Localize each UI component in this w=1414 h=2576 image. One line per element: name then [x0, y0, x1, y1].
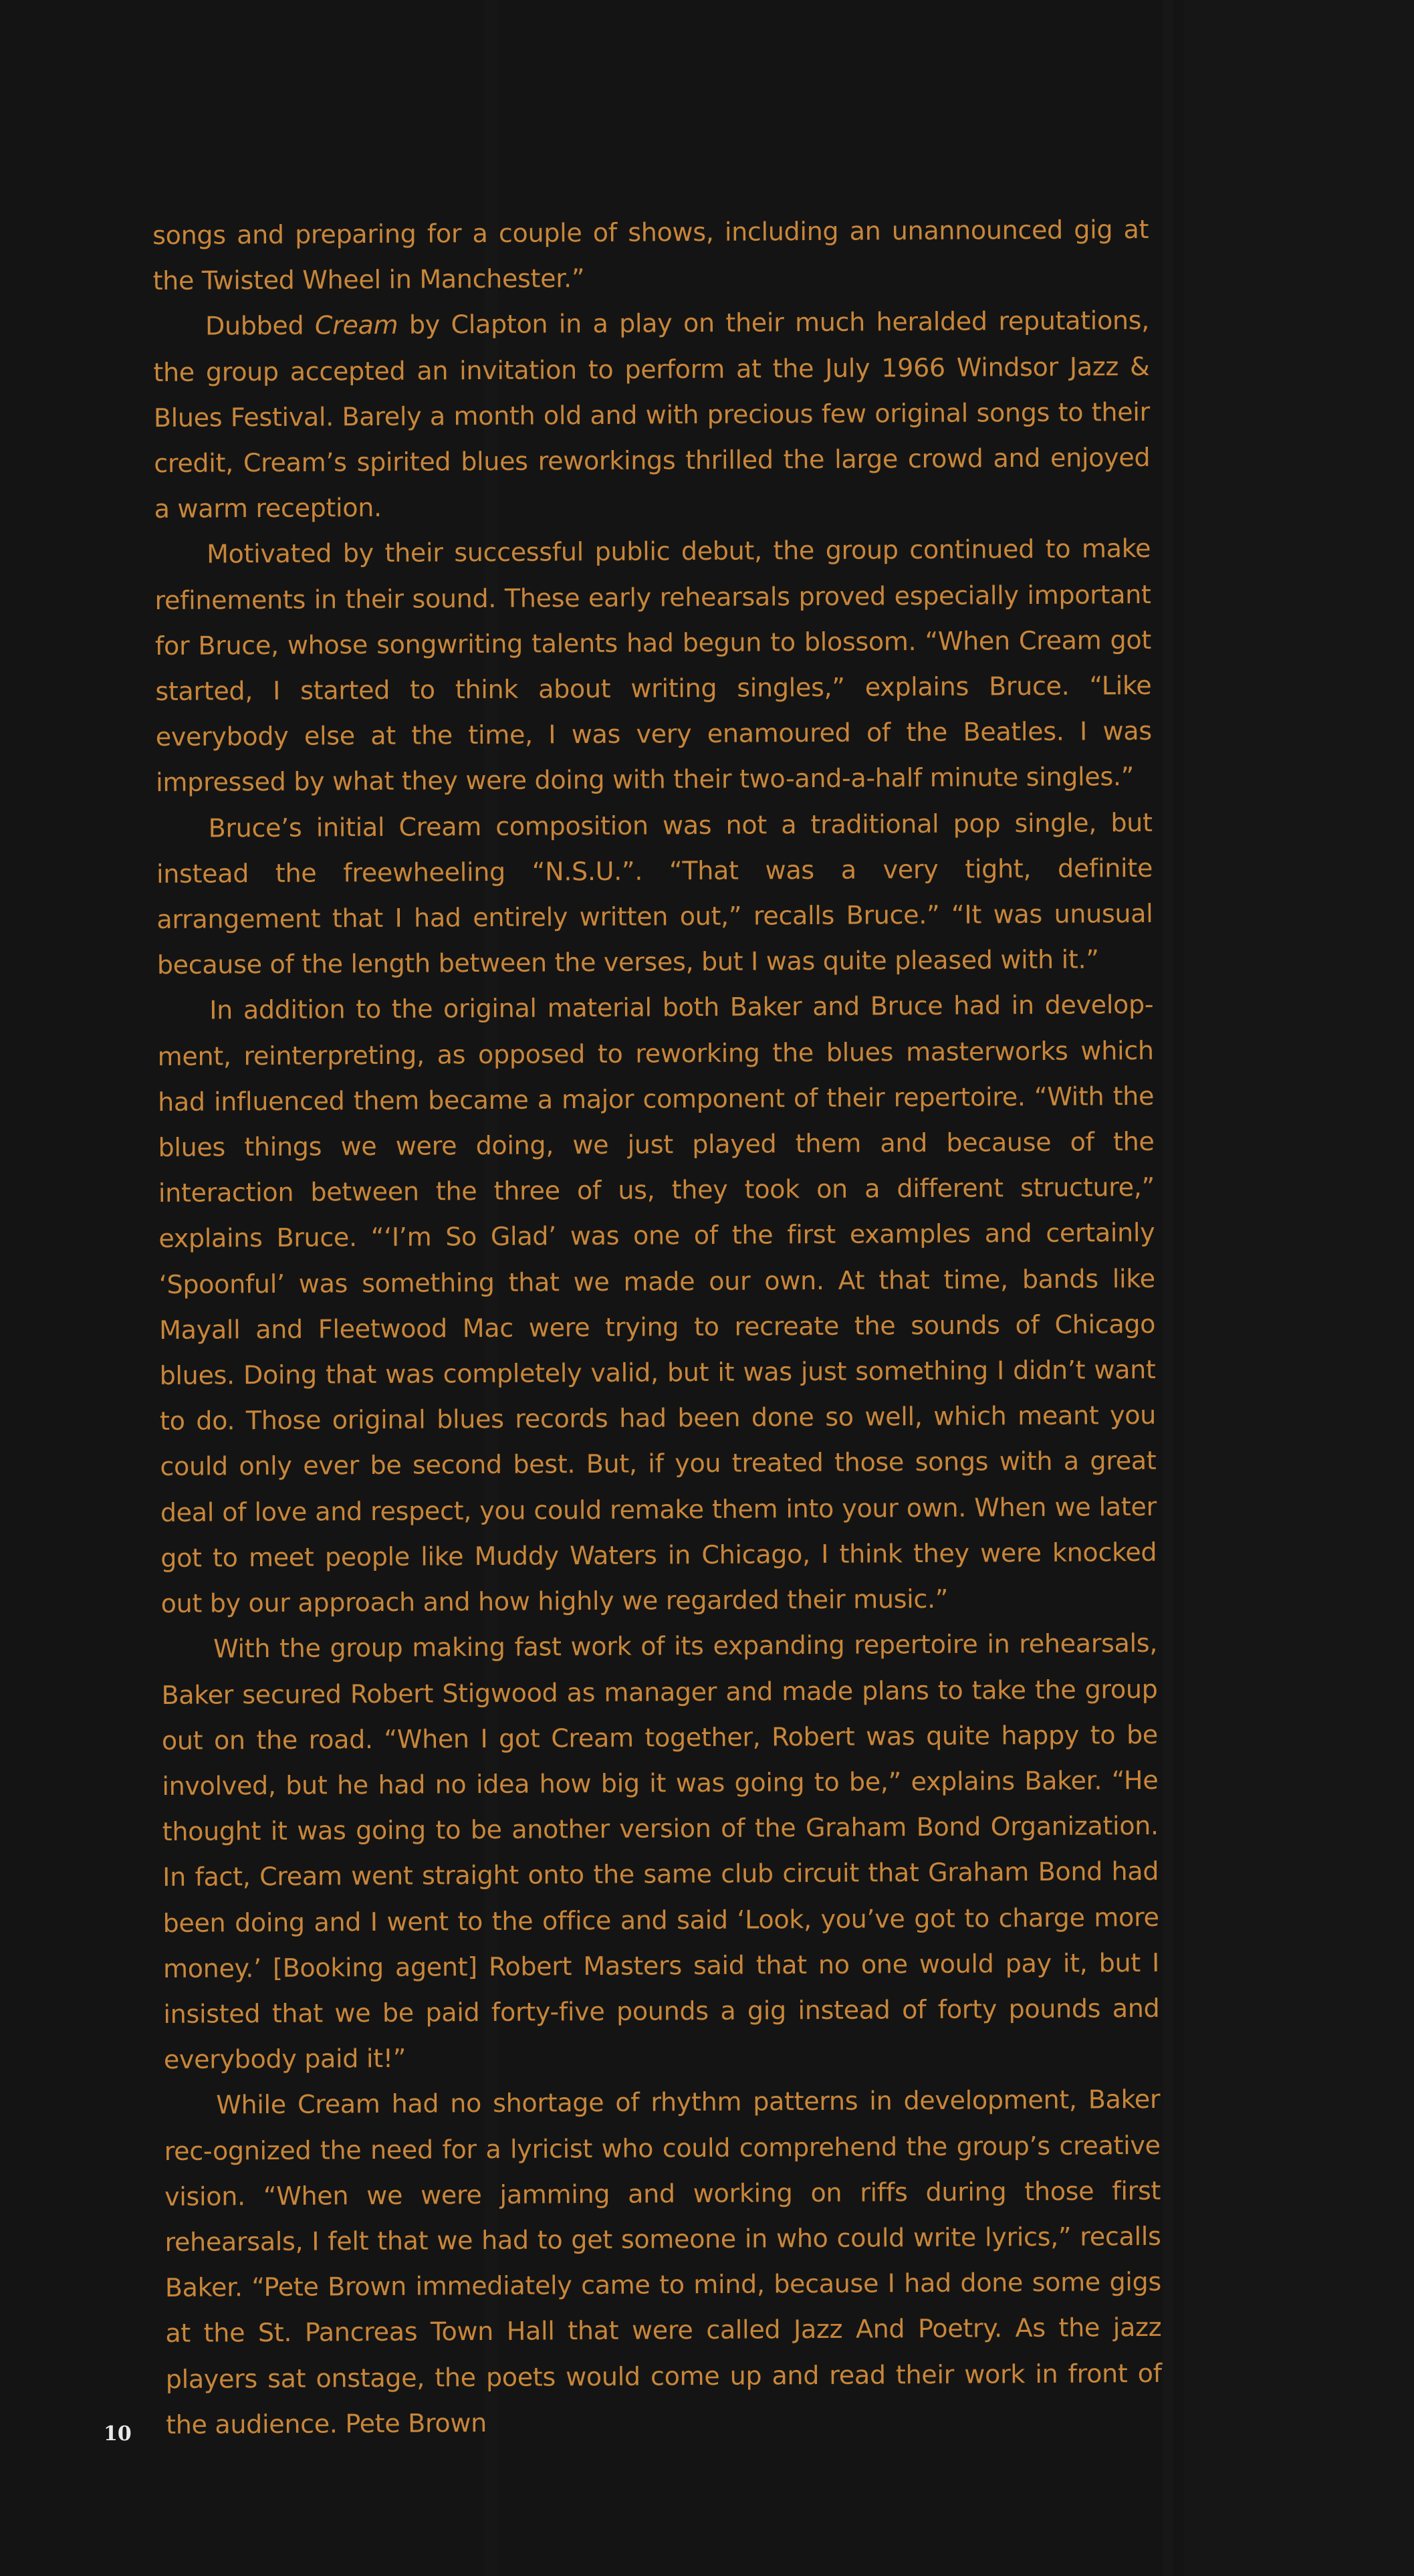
paragraph [156, 800, 1153, 988]
text-run: With the group making fast work of its expanding repertoire in rehearsals, Baker secured Robert Stigwood as manager and made plans to take the group out on the road. “When I got Cream together, Robert was quite happy to be involved, but he had no idea how big it was going to be,” explains Baker. “He thought it was going to be another version of the Graham Bond Organization. In fact, Cream went straight onto the same club circuit that Graham Bond had been doing and I went to the office and said ‘Look, you’ve got to charge more money.’ [Booking agent] Robert Masters said that no one would pay it, but I insisted that we be paid forty-five pounds a gig instead of forty pounds and everybody paid it!” [161, 1628, 1160, 2075]
paragraph [153, 298, 1151, 532]
background-panel-right [1183, 0, 1414, 2576]
article-body [152, 207, 1162, 2448]
page-number: 10 [104, 2422, 132, 2446]
paragraph [152, 207, 1149, 304]
background-panel-left [0, 0, 160, 80]
background-divider-right [1163, 0, 1173, 2576]
text-run: by Clapton in a play on their much heralded reputations, the group accepted an invitation to perform at the July 1966 Windsor Jazz & Blues Festival. Barely a month old and with precious few original songs to their credit, Cream’s spirited blues reworkings thrilled the large crowd and enjoyed a warm reception. [153, 306, 1151, 524]
text-run: While Cream had no shortage of rhythm patterns in development, Baker rec-ognized the need for a lyricist who could comprehend the group’s creative vision. “When we were jamming and working on riffs during those first rehearsals, I felt that we had to get someone in who could write lyrics,” recalls Baker. “Pete Brown immediately came to mind, because I had done some gigs at the St. Pancreas Town Hall that were called Jazz And Poetry. As the jazz players sat onstage, the poets would come up and read their work in front of the audience. Pete Brown [164, 2084, 1162, 2440]
text-run: Motivated by their successful public debut, the group continued to make refinements in their sound. These early rehearsals proved especially important for Bruce, whose songwriting talents had begun to blossom. “When Cream got started, I started to think about writing singles,” explains Bruce. “Like everybody else at the time, I was very enamoured of the Beatles. I was impressed by what they were doing with their two-and-a-half minute singles.” [154, 534, 1152, 798]
text-run: In addition to the original material both Baker and Bruce had in develop-ment, reinterpreting, as opposed to reworking the blues masterworks which had influenced them became a major component of their repertoire. “With the blues things we were doing, we just played them and because of the interaction between the three of us, they took on a different structure,” explains Bruce. “‘I’m So Glad’ was one of the first examples and certainly ‘Spoonful’ was something that we made our own. At that time, bands like Mayall and Fleetwood Mac were trying to recreate the sounds of Chicago blues. Doing that was completely valid, but it was just something I didn’t want to do. Those original blues records had been done so well, which meant you could only ever be second best. But, if you treated those songs with a great deal of love and respect, you could remake them into your own. When we later got to meet people like Muddy Waters in Chicago, I think they were knocked out by our approach and how highly we regarded their music.” [157, 990, 1157, 1619]
paragraph [157, 982, 1157, 1626]
text-run: Bruce’s initial Cream composition was not a traditional pop single, but instead the freewheeling “N.S.U.”. “That was a very tight, definite arrangement that I had entirely written out,” recalls Bruce.” “It was unusual because of the length between the verses, but I was quite pleased with it.” [156, 807, 1153, 980]
paragraph [154, 526, 1152, 805]
italic-text: Cream [314, 310, 398, 340]
text-run: songs and preparing for a couple of shows, including an unannounced gig at the Twisted Wheel in Manchester.” [152, 214, 1149, 296]
text-run: Dubbed [205, 310, 316, 341]
paragraph [164, 2076, 1162, 2448]
paragraph [161, 1620, 1160, 2082]
